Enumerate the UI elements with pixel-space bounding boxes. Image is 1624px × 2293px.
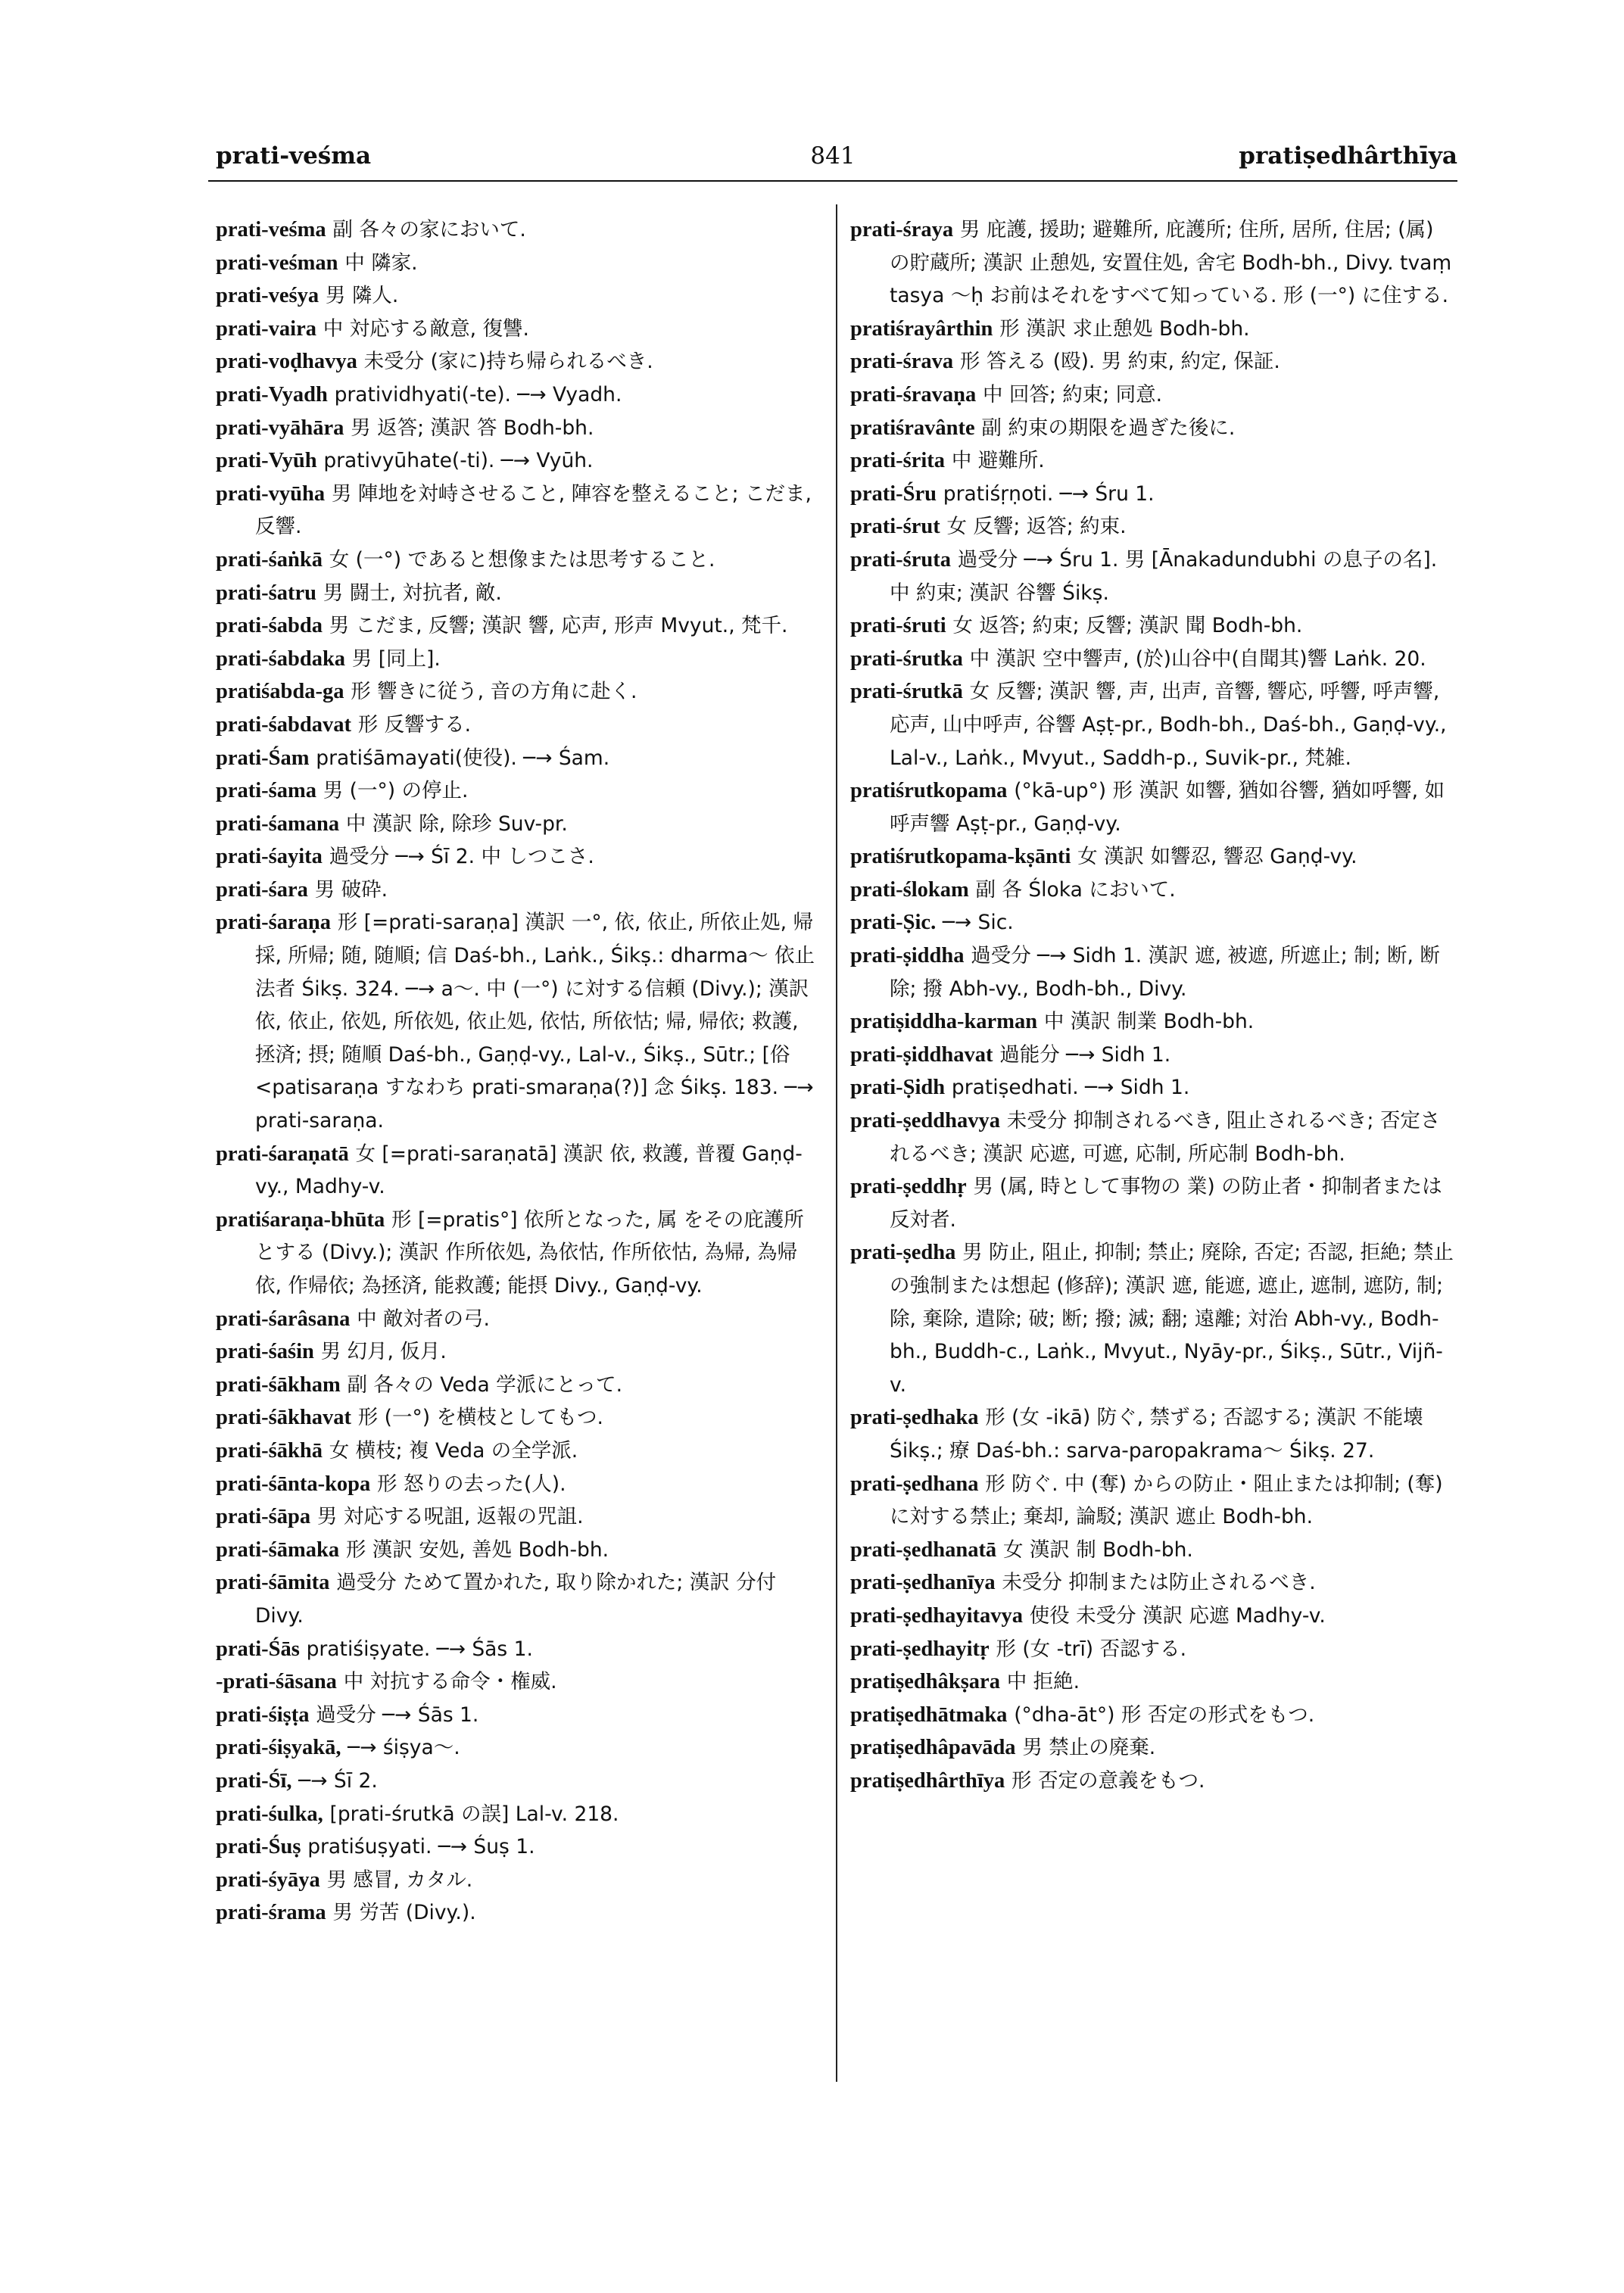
entry-headword: prati-śākhavat bbox=[216, 1406, 351, 1430]
dictionary-entry bbox=[216, 1468, 821, 1501]
entry-definition: 中 対抗する命令・権威. bbox=[343, 1670, 557, 1694]
entry-definition: 女 [=prati-saraṇatā] 漢訳 依, 救護, 普覆 Gaṇḍ-vy., Madhy-v. bbox=[255, 1142, 803, 1199]
entry-definition: 女 (一°) であると想像または思考すること. bbox=[329, 547, 715, 572]
entry-definition: 男 防止, 阻止, 抑制; 禁止; 廃除, 否定; 否認, 拒絶; 禁止の強制または想起 (修辞); 漢訳 遮, 能遮, 遮止, 遮制, 遮防, 制; 除, 棄除, 遣除; 破; 断; 撥; 滅; 翻; 遠離; 対治 Abh-vy., Bodh-bh., Buddh-c., Laṅk., Mvyut., Nyāy-pr., Śikṣ., Sūtr., Vijñ-v. bbox=[890, 1241, 1454, 1397]
entry-definition: pratiśāmayati(使役). ─→ Śam. bbox=[316, 746, 610, 770]
dictionary-entry bbox=[850, 1534, 1456, 1567]
entry-definition: pratividhyati(-te). ─→ Vyadh. bbox=[334, 382, 622, 407]
dictionary-entry bbox=[850, 345, 1456, 379]
dictionary-entry bbox=[216, 544, 821, 577]
dictionary-entry bbox=[850, 313, 1456, 346]
entry-definition: 使役 未受分 漢訳 応遮 Madhy-v. bbox=[1029, 1603, 1326, 1628]
dictionary-entry bbox=[850, 939, 1456, 1005]
dictionary-entry bbox=[216, 906, 821, 1137]
dictionary-entry bbox=[216, 1699, 821, 1732]
entry-headword: prati-veśya bbox=[216, 284, 320, 308]
entry-definition: 過受分 ─→ Śru 1. 男 [Ānakadundubhi の息子の名]. 中 約束; 漢訳 谷響 Śikṣ. bbox=[890, 547, 1438, 605]
entry-headword: prati-śama bbox=[216, 779, 316, 803]
dictionary-entry bbox=[216, 808, 821, 841]
dictionary-entry bbox=[216, 1896, 821, 1930]
entry-definition: 過受分 ためて置かれた, 取り除かれた; 漢訳 分付 Divy. bbox=[255, 1571, 777, 1628]
dictionary-entry bbox=[216, 444, 821, 478]
entry-headword: prati-śulka, bbox=[216, 1802, 323, 1826]
entry-headword: prati-śrita bbox=[850, 449, 946, 473]
entry-definition: 女 漢訳 如響忍, 響忍 Gaṇḍ-vy. bbox=[1077, 845, 1357, 869]
entry-headword: prati-ṣedhanīya bbox=[850, 1571, 996, 1595]
dictionary-entry bbox=[850, 874, 1456, 907]
entry-headword: prati-śatru bbox=[216, 581, 316, 605]
entry-headword: prati-vyūha bbox=[216, 481, 326, 506]
header-right-guide-word: pratiṣedhârthīya bbox=[1239, 142, 1457, 170]
dictionary-entry bbox=[216, 874, 821, 907]
dictionary-entry bbox=[216, 1369, 821, 1402]
entry-headword: pratiṣedhâpavāda bbox=[850, 1736, 1016, 1760]
entry-headword: prati-śraya bbox=[850, 218, 954, 241]
entry-headword: prati-ṣeddhṛ bbox=[850, 1175, 967, 1199]
entry-headword: prati-ṣeddhavya bbox=[850, 1109, 1000, 1133]
dictionary-entry bbox=[850, 1600, 1456, 1633]
column-divider bbox=[836, 204, 837, 2082]
dictionary-entry bbox=[216, 279, 821, 313]
entry-headword: prati-śabdavat bbox=[216, 712, 351, 737]
dictionary-entry bbox=[850, 444, 1456, 478]
entry-definition: 男 隣人. bbox=[325, 284, 399, 308]
dictionary-entry bbox=[850, 1731, 1456, 1765]
entry-definition: 男 [同上]. bbox=[351, 646, 441, 671]
dictionary-entry bbox=[850, 906, 1456, 939]
dictionary-entry bbox=[850, 544, 1456, 609]
entry-definition: 中 敵対者の弓. bbox=[357, 1307, 490, 1331]
entry-definition: ─→ Sic. bbox=[942, 911, 1014, 935]
dictionary-entry bbox=[216, 1731, 821, 1765]
entry-headword: prati-śruta bbox=[850, 547, 951, 572]
entry-headword: prati-śākhā bbox=[216, 1438, 323, 1463]
dictionary-entry bbox=[850, 1765, 1456, 1798]
entry-headword: prati-ṣedhanatā bbox=[850, 1537, 997, 1562]
dictionary-entry bbox=[216, 1633, 821, 1666]
dictionary-entry bbox=[216, 1500, 821, 1534]
entry-headword: prati-śāmita bbox=[216, 1571, 330, 1595]
entry-headword: prati-śrava bbox=[850, 350, 954, 374]
entry-headword: prati-śabda bbox=[216, 614, 323, 638]
entry-headword: prati-śravaṇa bbox=[850, 382, 977, 407]
entry-definition: 中 漢訳 空中響声, (於)山谷中(自聞其)響 Laṅk. 20. bbox=[969, 646, 1426, 671]
entry-headword: prati-ślokam bbox=[850, 877, 969, 902]
entry-headword: pratiṣedhârthīya bbox=[850, 1768, 1005, 1793]
entry-definition: 形 防ぐ. 中 (奪) からの防止・阻止または抑制; (奪) に対する禁止; 棄却, 論駁; 漢訳 遮止 Bodh-bh. bbox=[890, 1472, 1443, 1529]
entry-definition: 形 否定の意義をもつ. bbox=[1011, 1768, 1205, 1793]
dictionary-entry bbox=[850, 1468, 1456, 1534]
dictionary-entry bbox=[216, 1765, 821, 1798]
entry-headword: prati-Vyūh bbox=[216, 449, 317, 473]
entry-definition: 男 対応する呪詛, 返報の咒詛. bbox=[316, 1505, 584, 1529]
dictionary-entry bbox=[216, 643, 821, 676]
entry-headword: pratiśrutkopama bbox=[850, 779, 1008, 803]
entry-definition: 形 (一°) を横枝としてもつ. bbox=[357, 1406, 603, 1430]
dictionary-entry bbox=[216, 1138, 821, 1204]
dictionary-entry bbox=[850, 510, 1456, 544]
entry-definition: ─→ Śī 2. bbox=[298, 1768, 378, 1793]
entry-headword: prati-śaśin bbox=[216, 1340, 314, 1364]
entry-definition: 副 各々の家において. bbox=[332, 218, 526, 241]
entry-definition: 形 答える (殴). 男 約束, 約定, 保証. bbox=[959, 350, 1280, 374]
entry-definition: 形 [=prati-saraṇa] 漢訳 一°, 依, 依止, 所依止処, 帰採, 所帰; 随, 随順; 信 Daś-bh., Laṅk., Śikṣ.: dharma～ 依止法者 Śikṣ. 324. ─→ a～. 中 (一°) に対する信頼 (Divy.); 漢訳 依, 依止, 依処, 所依処, 依止処, 依怙, 所依怙; 帰, 帰依; 救護, 拯済; 摂; 随順 Daś-bh., Gaṇḍ-vy., Lal-v., Śikṣ., Sūtr.; [俗 <patisaraṇa すなわち prati-smaraṇa(?)] 念 Śikṣ. 183. ─→ prati-saraṇa. bbox=[255, 911, 815, 1133]
entry-definition: 形 (女 -trī) 否認する. bbox=[996, 1637, 1186, 1661]
entry-headword: prati-Ṣidh bbox=[850, 1076, 946, 1100]
entry-headword: prati-śrutkā bbox=[850, 680, 963, 704]
entry-definition: 未受分 抑制または防止されるべき. bbox=[1002, 1571, 1316, 1595]
entry-headword: prati-śruti bbox=[850, 614, 946, 638]
entry-headword: prati-śāpa bbox=[216, 1505, 311, 1529]
dictionary-entry bbox=[216, 345, 821, 379]
entry-definition: 過受分 ─→ Śās 1. bbox=[316, 1703, 479, 1727]
dictionary-entry bbox=[850, 1566, 1456, 1600]
dictionary-entry bbox=[850, 1401, 1456, 1467]
entry-headword: prati-Śī, bbox=[216, 1768, 292, 1793]
dictionary-entry bbox=[216, 840, 821, 874]
dictionary-entry bbox=[850, 1699, 1456, 1732]
entry-definition: 男 幻月, 仮月. bbox=[320, 1340, 447, 1364]
dictionary-entry bbox=[850, 675, 1456, 774]
entry-definition: 副 各々の Veda 学派にとって. bbox=[347, 1372, 623, 1397]
entry-definition: 副 約束の期限を過ぎた後に. bbox=[981, 416, 1236, 440]
dictionary-entry bbox=[850, 1170, 1456, 1236]
entry-definition: prativyūhate(-ti). ─→ Vyūh. bbox=[323, 449, 594, 473]
dictionary-entry bbox=[216, 478, 821, 544]
entry-headword: prati-śyāya bbox=[216, 1868, 320, 1892]
dictionary-entry bbox=[850, 1633, 1456, 1666]
entry-definition: pratiśiṣyate. ─→ Śās 1. bbox=[306, 1637, 533, 1661]
entry-definition: 中 対応する敵意, 復讐. bbox=[323, 316, 529, 341]
entry-definition: 中 漢訳 制業 Bodh-bh. bbox=[1043, 1010, 1255, 1034]
entry-headword: prati-śaraṇatā bbox=[216, 1142, 349, 1166]
entry-headword: prati-Ṣic. bbox=[850, 911, 937, 935]
dictionary-entry bbox=[850, 412, 1456, 445]
entry-headword: prati-śāmaka bbox=[216, 1537, 340, 1562]
dictionary-entry bbox=[216, 379, 821, 412]
entry-headword: pratiśrayârthin bbox=[850, 316, 993, 341]
dictionary-entry bbox=[216, 1830, 821, 1864]
dictionary-entry bbox=[216, 213, 821, 247]
entry-definition: 男 庇護, 援助; 避難所, 庇護所; 住所, 居所, 住居; (属) の貯蔵所; 漢訳 止憩処, 安置住処, 舍宅 Bodh-bh., Divy. tvaṃ tasya ～ḥ お前はそれをすべて知っている. 形 (一°) に住する. bbox=[890, 218, 1452, 308]
dictionary-entry bbox=[216, 1864, 821, 1897]
entry-definition: 男 陣地を対峙させること, 陣容を整えること; こだま, 反響. bbox=[255, 481, 812, 539]
dictionary-entry bbox=[216, 609, 821, 643]
dictionary-entry bbox=[216, 742, 821, 775]
entry-headword: pratiśaraṇa-bhūta bbox=[216, 1207, 385, 1232]
entry-headword: prati-ṣedhana bbox=[850, 1472, 979, 1496]
dictionary-entry bbox=[216, 1534, 821, 1567]
entry-definition: (°dha-āt°) 形 否定の形式をもつ. bbox=[1014, 1703, 1315, 1727]
dictionary-entry bbox=[850, 840, 1456, 874]
dictionary-entry bbox=[850, 1071, 1456, 1104]
entry-definition: 女 漢訳 制 Bodh-bh. bbox=[1002, 1537, 1193, 1562]
entry-definition: 形 漢訳 求止憩処 Bodh-bh. bbox=[999, 316, 1250, 341]
entry-headword: prati-Śru bbox=[850, 481, 937, 506]
entry-definition: 過能分 ─→ Sidh 1. bbox=[999, 1042, 1171, 1067]
entry-definition: 過受分 ─→ Śī 2. 中 しつこさ. bbox=[329, 845, 594, 869]
entry-definition: 中 避難所. bbox=[951, 449, 1045, 473]
entry-definition: (°kā-up°) 形 漢訳 如響, 猶如谷響, 猶如呼響, 如呼声響 Aṣṭ-pr., Gaṇḍ-vy. bbox=[890, 779, 1445, 836]
entry-headword: prati-śrutka bbox=[850, 646, 963, 671]
entry-definition: 中 漢訳 除, 除珍 Suv-pr. bbox=[345, 812, 568, 836]
entry-definition: 男 労苦 (Divy.). bbox=[332, 1901, 476, 1925]
dictionary-entry bbox=[850, 1236, 1456, 1401]
entry-definition: 形 漢訳 安処, 善処 Bodh-bh. bbox=[345, 1537, 609, 1562]
entry-definition: 形 響きに従う, 音の方角に赴く. bbox=[351, 680, 637, 704]
entry-headword: prati-vaira bbox=[216, 316, 316, 341]
entry-definition: ─→ śiṣya～. bbox=[348, 1736, 460, 1760]
entry-definition: 中 拒絶. bbox=[1006, 1670, 1080, 1694]
dictionary-entry bbox=[850, 1039, 1456, 1072]
entry-definition: 形 怒りの去った(人). bbox=[377, 1472, 566, 1496]
entry-definition: pratiṣedhati. ─→ Sidh 1. bbox=[951, 1076, 1190, 1100]
dictionary-entry bbox=[850, 213, 1456, 313]
entry-headword: prati-Śās bbox=[216, 1637, 300, 1661]
entry-headword: prati-śrut bbox=[850, 515, 940, 539]
entry-definition: 男 返答; 漢訳 答 Bodh-bh. bbox=[351, 416, 594, 440]
dictionary-entry bbox=[216, 1204, 821, 1303]
entry-definition: pratiśuṣyati. ─→ Śuṣ 1. bbox=[307, 1835, 535, 1859]
entry-headword: prati-śākham bbox=[216, 1372, 341, 1397]
entry-definition: 過受分 ─→ Sidh 1. 漢訳 遮, 被遮, 所遮止; 制; 断, 断除; 撥 Abh-vy., Bodh-bh., Divy. bbox=[890, 944, 1440, 1001]
entry-definition: 女 反響; 漢訳 響, 声, 出声, 音響, 響応, 呼響, 呼声響, 応声, 山中呼声, 谷響 Aṣṭ-pr., Bodh-bh., Daś-bh., Gaṇḍ-vy., Lal-v., Laṅk., Mvyut., Saddh-p., Suvik-pr., 梵雑. bbox=[890, 680, 1447, 770]
entry-definition: 男 こだま, 反響; 漢訳 響, 応声, 形声 Mvyut., 梵千. bbox=[329, 614, 788, 638]
entry-definition: 中 回答; 約束; 同意. bbox=[983, 382, 1163, 407]
entry-definition: pratiśṛṇoti. ─→ Śru 1. bbox=[943, 481, 1155, 506]
entry-definition: 女 反響; 返答; 約束. bbox=[946, 515, 1127, 539]
dictionary-entry bbox=[850, 1665, 1456, 1699]
entry-definition: 男 禁止の廃棄. bbox=[1022, 1736, 1156, 1760]
dictionary-entry bbox=[216, 709, 821, 742]
dictionary-entry bbox=[216, 1566, 821, 1632]
entry-headword: prati-śayita bbox=[216, 845, 323, 869]
entry-headword: prati-Śam bbox=[216, 746, 310, 770]
dictionary-entry bbox=[216, 1401, 821, 1435]
entry-headword: prati-śara bbox=[216, 877, 308, 902]
dictionary-entry bbox=[216, 1665, 821, 1699]
dictionary-entry bbox=[850, 478, 1456, 511]
page-header bbox=[208, 141, 1457, 182]
dictionary-entry bbox=[850, 379, 1456, 412]
entry-definition: 未受分 抑制されるべき, 阻止されるべき; 否定されるべき; 漢訳 応遮, 可遮, 応制, 所応制 Bodh-bh. bbox=[890, 1109, 1441, 1166]
dictionary-entry bbox=[216, 313, 821, 346]
entry-headword: pratiśabda-ga bbox=[216, 680, 344, 704]
entry-definition: 男 (属, 時として事物の 業) の防止者・抑制者または反対者. bbox=[890, 1175, 1442, 1232]
left-column bbox=[216, 213, 821, 1930]
dictionary-entry bbox=[850, 774, 1456, 840]
entry-headword: prati-ṣedhayitṛ bbox=[850, 1637, 990, 1661]
dictionary-entry bbox=[216, 1435, 821, 1468]
entry-headword: prati-śaṅkā bbox=[216, 547, 323, 572]
entry-definition: 男 破砕. bbox=[314, 877, 388, 902]
dictionary-entry bbox=[216, 774, 821, 808]
entry-headword: prati-veśman bbox=[216, 251, 338, 275]
entry-headword: prati-śarâsana bbox=[216, 1307, 351, 1331]
entry-headword: prati-śabdaka bbox=[216, 646, 346, 671]
entry-definition: 女 返答; 約束; 反響; 漢訳 聞 Bodh-bh. bbox=[952, 614, 1303, 638]
header-left-guide-word: prati-veśma bbox=[216, 142, 372, 170]
entry-definition: 中 隣家. bbox=[344, 251, 418, 275]
entry-headword: prati-vyāhāra bbox=[216, 416, 344, 440]
dictionary-entry bbox=[850, 1005, 1456, 1039]
dictionary-entry bbox=[216, 1303, 821, 1336]
entry-headword: prati-Śuṣ bbox=[216, 1835, 301, 1859]
entry-headword: prati-śiṣṭa bbox=[216, 1703, 310, 1727]
dictionary-entry bbox=[216, 1798, 821, 1831]
dictionary-entry bbox=[216, 577, 821, 610]
entry-definition: 男 感冒, カタル. bbox=[326, 1868, 473, 1892]
entry-headword: pratiśravânte bbox=[850, 416, 975, 440]
entry-headword: prati-veśma bbox=[216, 218, 326, 241]
entry-headword: prati-śiṣyakā, bbox=[216, 1736, 341, 1760]
entry-headword: -prati-śāsana bbox=[216, 1670, 337, 1694]
entry-headword: prati-śamana bbox=[216, 812, 340, 836]
dictionary-entry bbox=[216, 412, 821, 445]
page-number: 841 bbox=[810, 142, 856, 170]
entry-headword: pratiṣedhâkṣara bbox=[850, 1670, 1000, 1694]
entry-definition: 女 横枝; 複 Veda の全学派. bbox=[329, 1438, 578, 1463]
dictionary-entry bbox=[850, 643, 1456, 676]
entry-headword: prati-ṣedha bbox=[850, 1241, 956, 1265]
entry-headword: prati-ṣiddha bbox=[850, 944, 965, 968]
entry-definition: 副 各 Śloka において. bbox=[975, 877, 1176, 902]
entry-headword: prati-śrama bbox=[216, 1901, 326, 1925]
right-column bbox=[850, 213, 1456, 1798]
entry-headword: prati-ṣedhaka bbox=[850, 1406, 979, 1430]
entry-headword: prati-voḍhavya bbox=[216, 350, 357, 374]
entry-headword: prati-Vyadh bbox=[216, 382, 328, 407]
entry-headword: prati-ṣiddhavat bbox=[850, 1042, 993, 1067]
entry-headword: prati-ṣedhayitavya bbox=[850, 1603, 1023, 1628]
entry-definition: 形 反響する. bbox=[357, 712, 472, 737]
entry-definition: 男 (一°) の停止. bbox=[323, 779, 469, 803]
dictionary-entry bbox=[216, 247, 821, 280]
dictionary-entry bbox=[850, 609, 1456, 643]
entry-headword: prati-śānta-kopa bbox=[216, 1472, 371, 1496]
entry-headword: pratiṣiddha-karman bbox=[850, 1010, 1038, 1034]
dictionary-entry bbox=[850, 1104, 1456, 1170]
dictionary-entry bbox=[216, 675, 821, 709]
entry-headword: prati-śaraṇa bbox=[216, 911, 331, 935]
entry-headword: pratiṣedhātmaka bbox=[850, 1703, 1008, 1727]
entry-definition: 男 闘士, 対抗者, 敵. bbox=[323, 581, 502, 605]
entry-definition: [prati-śrutkā の誤] Lal-v. 218. bbox=[329, 1802, 619, 1826]
entry-definition: 形 (女 -ikā) 防ぐ, 禁ずる; 否認する; 漢訳 不能壊 Śikṣ.; 療 Daś-bh.: sarva-paropakrama～ Śikṣ. 27. bbox=[890, 1406, 1423, 1463]
entry-headword: pratiśrutkopama-kṣānti bbox=[850, 845, 1071, 869]
entry-definition: 形 [=pratis°] 依所となった, 属 をその庇護所とする (Divy.); 漢訳 作所依処, 為依怙, 作所依怙, 為帰, 為帰依, 作帰依; 為拯済, 能救護; 能摂 Divy., Gaṇḍ-vy. bbox=[255, 1207, 804, 1298]
entry-definition: 未受分 (家に)持ち帰られるべき. bbox=[363, 350, 653, 374]
dictionary-entry bbox=[216, 1335, 821, 1369]
